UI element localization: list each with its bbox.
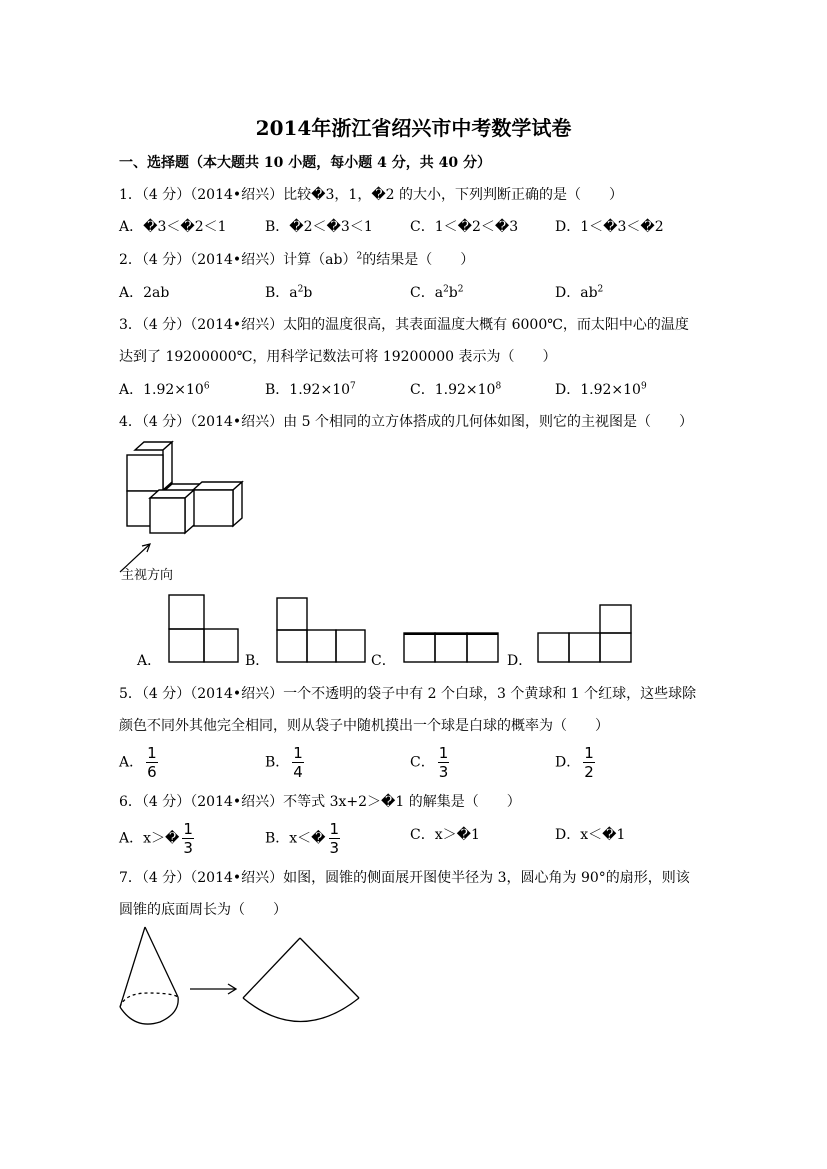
q6-option-b: B．x＜� $\frac{1}{3}$ <box>265 820 340 857</box>
question-4: 4．（4 分）（2014•绍兴）由 5 个相同的立方体搭成的几何体如图，则它的主视图是（ ） <box>119 414 693 430</box>
q4-option-d-figure <box>537 604 634 664</box>
q4-option-d-label: D． <box>507 653 533 669</box>
q2-option-b: B．$a^2b$ <box>265 284 313 301</box>
q6-option-c: C．x＞�1 <box>410 827 480 843</box>
fraction: $\frac{1}{4}$ <box>293 744 303 781</box>
q1-option-a: A．�3＜�2＜1 <box>119 219 227 235</box>
q5-option-b: B． $\frac{1}{4}$ <box>265 744 303 781</box>
fraction: $\frac{1}{2}$ <box>584 744 594 781</box>
fraction: $\frac{1}{6}$ <box>147 744 157 781</box>
fraction: $\frac{1}{3}$ <box>329 820 340 857</box>
q1-option-b: B．�2＜�3＜1 <box>265 219 373 235</box>
q3-option-c: C．$1.92\times 10^8$ <box>410 381 502 398</box>
fraction: $\frac{1}{3}$ <box>183 820 193 857</box>
page-title: 2014年浙江省绍兴市中考数学试卷 <box>255 116 572 140</box>
q6-option-a: A．x＞� $\frac{1}{3}$ <box>119 820 193 857</box>
cone-figure <box>110 925 190 1035</box>
q1-option-d: D．1＜�3＜�2 <box>555 219 664 235</box>
question-6: 6．（4 分）（2014•绍兴）不等式 3x+2＞�1 的解集是（ ） <box>119 794 521 810</box>
q3-option-a: A．$1.92\times 10^6$ <box>119 381 210 398</box>
question-5-line2: 颜色不同外其他完全相同，则从袋子中随机摸出一个球是白球的概率为（ ） <box>119 718 609 734</box>
q3-option-d: D．$1.92\times 10^9$ <box>555 381 647 398</box>
question-1: 1．（4 分）（2014•绍兴）比较�3，1，�2 的大小，下列判断正确的是（ ） <box>119 187 624 203</box>
q4-option-a-figure <box>168 594 240 664</box>
q2-option-d: D．$ab^2$ <box>555 284 604 301</box>
q4-option-c-figure <box>403 632 500 664</box>
q1-option-c: C．1＜�2＜�3 <box>410 219 519 235</box>
q4-option-a-label: A． <box>137 653 162 669</box>
section-heading: 一、选择题（本大题共 10 小题，每小题 4 分，共 40 分） <box>119 155 491 171</box>
q4-option-b-figure <box>276 597 368 664</box>
question-5-line1: 5．（4 分）（2014•绍兴）一个不透明的袋子中有 2 个白球，3 个黄球和 1 个红球，这些球除 <box>119 686 697 702</box>
q4-option-b-label: B． <box>245 653 270 669</box>
question-2 <box>119 249 474 269</box>
q5-option-a: A． $\frac{1}{6}$ <box>119 744 157 781</box>
question-3-line2: 达到了 19200000℃，用科学记数法可将 19200000 表示为（ ） <box>119 349 557 365</box>
sector-figure <box>235 930 365 1026</box>
q2-option-c: C．$a^2b^2$ <box>410 284 464 301</box>
q2-exponent: 2 <box>356 251 363 262</box>
question-3-line1: 3．（4 分）（2014•绍兴）太阳的温度很高，其表面温度大概有 6000℃，而太阳中心的温度 <box>119 317 689 333</box>
q5-option-d: D． $\frac{1}{2}$ <box>555 744 594 781</box>
q3-option-b: B．$1.92\times 10^7$ <box>265 381 356 398</box>
view-direction-label: 主视方向 <box>121 568 174 583</box>
question-7-line1: 7．（4 分）（2014•绍兴）如图，圆锥的侧面展开图使半径为 3，圆心角为 90°的扇形，则该 <box>119 870 690 886</box>
arrow-icon <box>188 982 240 996</box>
q6-option-d: D．x＜�1 <box>555 827 626 843</box>
fraction: $\frac{1}{3}$ <box>438 744 449 781</box>
q4-option-c-label: C． <box>371 653 396 669</box>
question-7-line2: 圆锥的底面周长为（ ） <box>119 902 287 918</box>
q2-text-end: 的结果是（ ） <box>362 252 475 268</box>
q5-option-c: C． $\frac{1}{3}$ <box>410 744 449 781</box>
q2-option-a: A．2ab <box>119 285 170 301</box>
q2-text: 2．（4 分）（2014•绍兴）计算（ab） <box>119 252 357 268</box>
